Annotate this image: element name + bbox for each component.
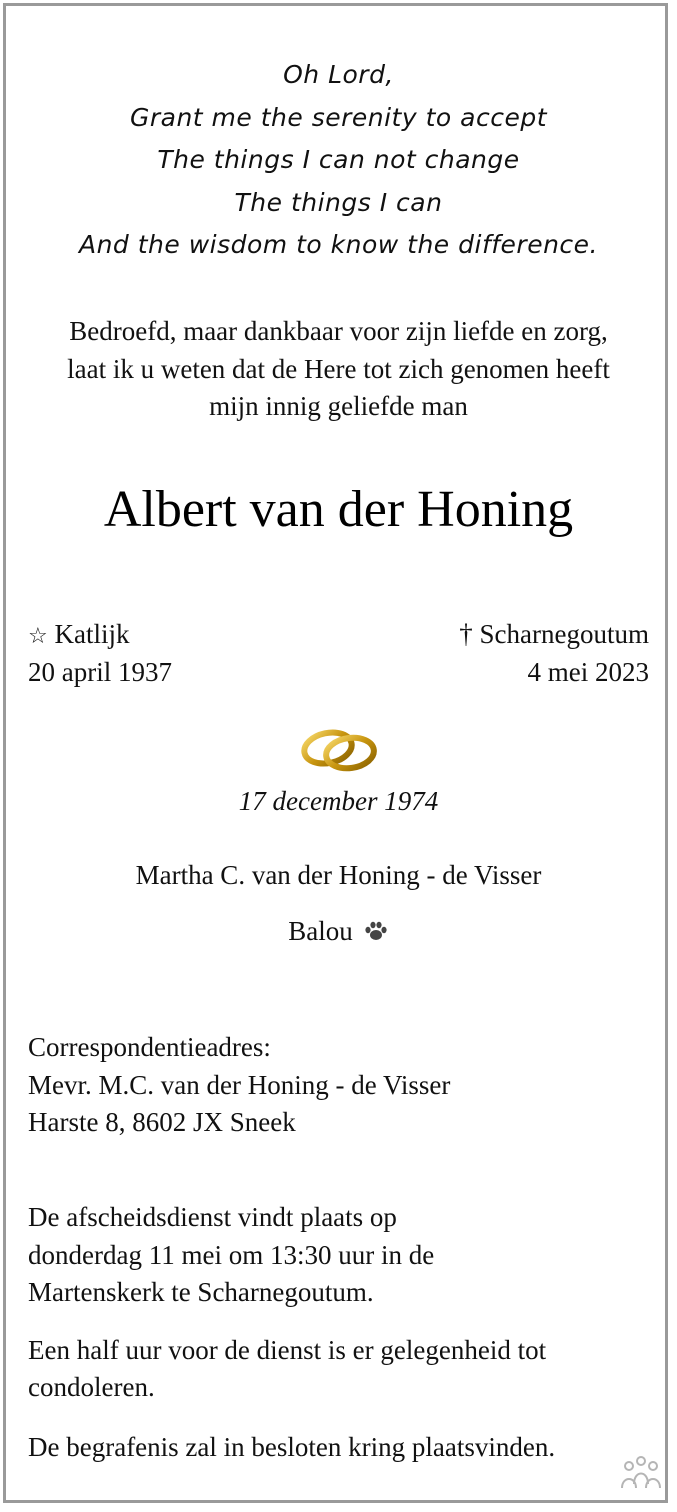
correspondence-address: Harste 8, 8602 JX Sneek (28, 1107, 296, 1137)
birth-place (28, 617, 129, 654)
service-line: De afscheidsdienst vindt plaats op (28, 1202, 397, 1232)
service-line: donderdag 11 mei om 13:30 uur in de (28, 1240, 435, 1270)
death-cross-icon: † (459, 619, 473, 649)
paw-icon (363, 920, 389, 942)
intro-line: Bedroefd, maar dankbaar voor zijn liefde en zorg, (69, 316, 608, 346)
birth-date: 20 april 1937 (28, 657, 172, 687)
poem-line: The things I can (234, 188, 443, 217)
birth-star-icon: ☆ (28, 624, 48, 649)
birth-place-label: Katlijk (54, 619, 130, 649)
poem-line: And the wisdom to know the difference. (78, 230, 599, 259)
correspondence-heading: Correspondentieadres: (28, 1032, 271, 1062)
wedding-rings-icon (300, 726, 380, 774)
family-logo-icon (617, 1452, 665, 1500)
spouse-name: Martha C. van der Honing - de Visser (135, 860, 542, 890)
pet-name: Balou (288, 916, 353, 946)
poem-line: The things I can not change (157, 145, 520, 174)
death-place (459, 617, 649, 652)
wedding-date: 17 december 1974 (238, 786, 439, 816)
deceased-name: Albert van der Honing (103, 481, 574, 538)
intro-line: mijn innig geliefde man (209, 391, 468, 421)
condolence-line: condoleren. (28, 1372, 155, 1402)
poem-line: Grant me the serenity to accept (129, 103, 548, 132)
poem-line: Oh Lord, (283, 60, 394, 89)
death-place-label: Scharnegoutum (479, 619, 649, 649)
pet-line (0, 914, 677, 949)
burial-line: De begrafenis zal in besloten kring plaatsvinden. (28, 1432, 556, 1462)
condolence-line: Een half uur voor de dienst is er gelegenheid tot (28, 1335, 547, 1365)
service-line: Martenskerk te Scharnegoutum. (28, 1277, 374, 1307)
intro-line: laat ik u weten dat de Here tot zich genomen heeft (67, 354, 610, 384)
death-date: 4 mei 2023 (527, 657, 649, 687)
correspondence-name: Mevr. M.C. van der Honing - de Visser (28, 1070, 451, 1100)
